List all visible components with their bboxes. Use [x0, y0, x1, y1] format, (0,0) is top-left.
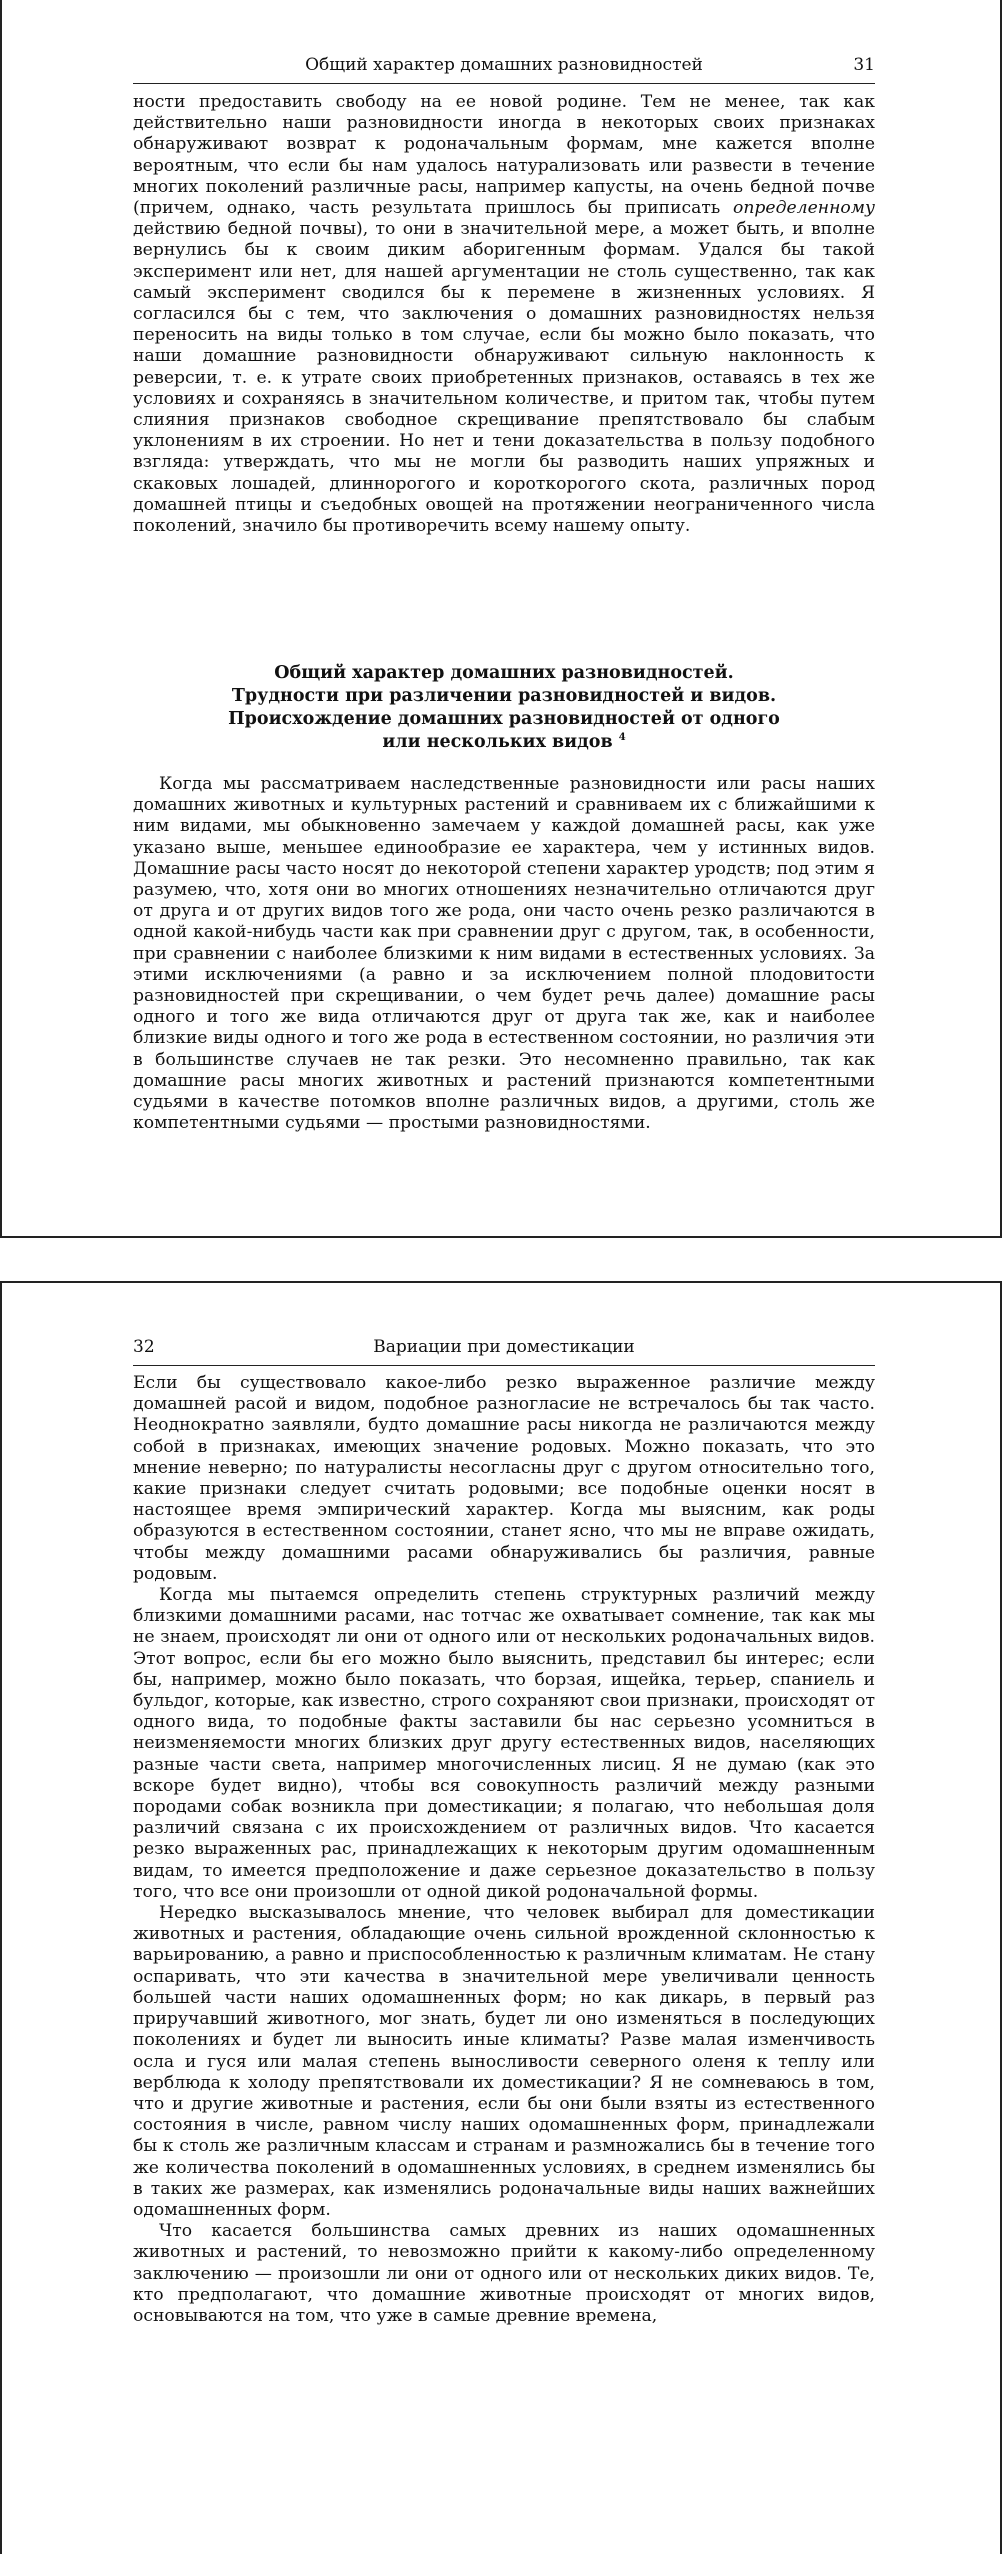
page-32: [0, 1281, 1002, 2554]
running-header-title: Общий характер домашних разновидностей: [305, 55, 703, 75]
paragraph-2: Когда мы пытаемся определить степень структурных различий между близкими домашними расами, нас тотчас же охватывает сомнение, так как мы не знаем, происходят ли они от одного или от нескольких родоначальных видов. Этот вопрос, если бы его можно было выяснить, представил бы интерес; если бы, например, можно было показать, что борзая, ищейка, терьер, спаниель и бульдог, которые, как известно, строго сохраняют свои признаки, происходят от одного вида, то подобные факты заставили бы нас серьезно усомниться в неизменяемости многих близких друг другу естественных видов, населяющих разные части света, например многочисленных лисиц. Я не думаю (как это вскоре будет видно), чтобы вся совокупность различий между разными породами собак возникла при доместикации; я полагаю, что небольшая доля различий связана с их происхождением от различных видов. Что касается резко выраженных рас, принадлежащих к некоторым другим одомашненным видам, то имеется предположение и даже серьезное доказательство в пользу того, что все они произошли от одной дикой родоначальной формы.: [133, 1585, 875, 1902]
intro-paragraph: [133, 92, 875, 537]
heading-line-2: Трудности при различении разновидностей и видов.: [231, 686, 777, 706]
paragraph-1: Если бы существовало какое-либо резко выраженное различие между домашней расой и видом, подобное разногласие не встречалось бы так часто. Неоднократно заявляли, будто домашние расы никогда не различаются между собой в признаках, имеющих значение родовых. Можно показать, что это мнение неверно; по натуралисты несогласны друг с другом относительно того, какие признаки следует считать родовыми; все подобные оценки носят в настоящее время эмпирический характер. Когда мы выясним, как роды образуются в естественном состоянии, станет ясно, что мы не вправе ожидать, чтобы между домашними расами обнаруживались бы различия, равные родовым.: [133, 1373, 875, 1584]
running-header: [133, 1335, 875, 1366]
page-number: 31: [853, 55, 875, 75]
intro-text-rest: действию бедной почвы), то они в значительной мере, а может быть, и вполне вернулись бы к своим диким аборигенным формам. Удался бы такой эксперимент или нет, для нашей аргументации не столь существенно, так как самый эксперимент сводился бы к перемене в жизненных условиях. Я согласился бы с тем, что заключения о домашних разновидностях нельзя переносить на виды только в том случае, если бы можно было показать, что наши домашние разновидности обнаруживают сильную наклонность к реверсии, т. е. к утрате своих приобретенных признаков, оставаясь в тех же условиях и сохраняясь в значительном количестве, и притом так, чтобы путем слияния признаков свободное скрещивание препятствовало бы слабым уклонениям в их строении. Но нет и тени доказательства в пользу подобного взгляда: утверждать, что мы не могли бы разводить наших упряжных и скаковых лошадей, длиннорогого и короткорогого скота, различных пород домашней птицы и съедобных овощей на протяжении неограниченного числа поколений, значило бы противоречить всему нашему опыту.: [133, 219, 875, 537]
section-heading: [133, 662, 875, 754]
heading-line-1: Общий характер домашних разновидностей.: [274, 663, 734, 683]
section-paragraph: [133, 774, 875, 1134]
running-header: [133, 53, 875, 84]
heading-line-3: Происхождение домашних разновидностей от одного: [228, 709, 780, 729]
page-number: 32: [133, 1337, 155, 1357]
page-31: [0, 0, 1002, 1238]
heading-line-4: или нескольких видов: [382, 732, 613, 752]
running-header-title: Вариации при доместикации: [373, 1337, 635, 1357]
section-paragraph-text: Когда мы рассматриваем наследственные разновидности или расы наших домашних животных и культурных растений и сравниваем их с ближайшими к ним видами, мы обыкновенно замечаем у каждой домашней расы, как уже указано выше, меньшее единообразие ее характера, чем у истинных видов. Домашние расы часто носят до некоторой степени характер уродств; под этим я разумею, что, хотя они во многих отношениях незначительно отличаются друг от друга и от других видов того же рода, они часто очень резко различаются в одной какой-нибудь части как при сравнении друг с другом, так, в особенности, при сравнении с наиболее близкими к ним видами в естественных условиях. За этими исключениями (а равно и за исключением полной плодовитости разновидностей при скрещивании, о чем будет речь далее) домашние расы одного и того же вида отличаются друг от друга так же, как и наиболее близкие виды одного и того же рода в естественном состоянии, но различия эти в большинстве случаев не так резки. Это несомненно правильно, так как домашние расы многих животных и растений признаются компетентными судьями в качестве потомков вполне различных видов, а другими, столь же компетентными судьями — простыми разновидностями.: [133, 774, 875, 1134]
intro-italic-word: определенному: [733, 198, 875, 219]
footnote-mark: 4: [618, 732, 626, 744]
intro-text: ности предоставить свободу на ее новой родине. Тем не менее, так как действительно наши разновидности иногда в некоторых своих признаках обнаруживают возврат к родоначальным формам, мне кажется вполне вероятным, что если бы нам удалось натурализовать или развести в течение многих поколений различные расы, например капусты, на очень бедной почве (причем, однако, часть результата пришлось бы приписать: [133, 92, 875, 219]
paragraph-4: Что касается большинства самых древних из наших одомашненных животных и растений, то невозможно прийти к какому-либо определенному заключению — произошли ли они от одного или от нескольких диких видов. Те, кто предполагают, что домашние животные происходят от многих видов, основываются на том, что уже в самые древние времена,: [133, 2221, 875, 2326]
page-gap: [0, 1238, 1002, 1281]
body-text: [133, 1373, 875, 2327]
paragraph-3: Нередко высказывалось мнение, что человек выбирал для доместикации животных и растения, обладающие очень сильной врожденной склонностью к варьированию, а равно и приспособленностью к различным климатам. Не стану оспаривать, что эти качества в значительной мере увеличивали ценность большей части наших одомашненных форм; но как дикарь, в первый раз приручавший животного, мог знать, будет ли оно изменяться в последующих поколениях и будет ли выносить иные климаты? Разве малая изменчивость осла и гуся или малая степень выносливости северного оленя к теплу или верблюда к холоду препятствовали их доместикации? Я не сомневаюсь в том, что и другие животные и растения, если бы они были взяты из естественного состояния в числе, равном числу наших одомашненных форм, принадлежали бы к столь же различным классам и странам и размножались бы в течение того же количества поколений в одомашненных условиях, в среднем изменялись бы в таких же размерах, как изменялись родоначальные виды наших важнейших одомашненных форм.: [133, 1903, 875, 2220]
